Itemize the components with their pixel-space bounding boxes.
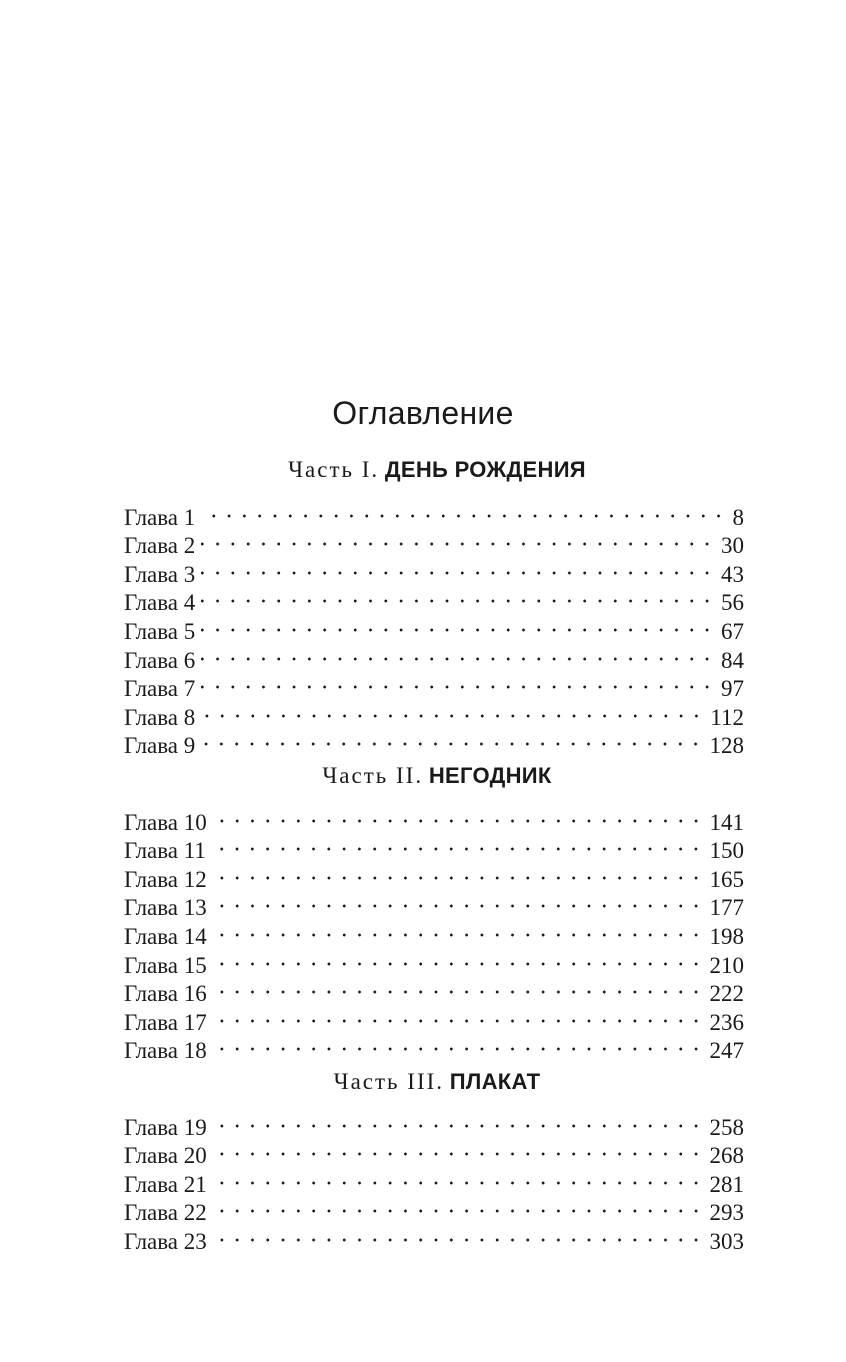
- chapter-list-part-3: [124, 1106, 744, 1254]
- chapter-label: Глава 23: [124, 1228, 207, 1254]
- toc-entry[interactable]: [124, 830, 744, 864]
- dot-leader: [201, 582, 715, 611]
- chapter-label: Глава 3: [124, 561, 196, 587]
- toc-entry[interactable]: [124, 1163, 744, 1197]
- toc-entry[interactable]: [124, 887, 744, 921]
- dot-leader: [213, 1106, 704, 1135]
- part-heading-2: [0, 763, 846, 789]
- dot-leader: [213, 1135, 704, 1164]
- dot-leader: [213, 1192, 704, 1221]
- page-number: 236: [709, 1009, 744, 1035]
- toc-entry[interactable]: [124, 1135, 744, 1169]
- page-title: Оглавление: [332, 395, 514, 432]
- toc-entry[interactable]: [124, 1030, 744, 1064]
- dot-leader: [213, 944, 704, 973]
- toc-entry[interactable]: [124, 496, 744, 530]
- toc-entry[interactable]: [124, 639, 744, 673]
- page-number: 97: [721, 676, 744, 702]
- dot-leader: [201, 725, 703, 754]
- chapter-label: Глава 17: [124, 1009, 207, 1035]
- toc-entry[interactable]: [124, 1192, 744, 1226]
- chapter-label: Глава 10: [124, 809, 207, 835]
- page-number: 247: [709, 1038, 744, 1064]
- chapter-label: Глава 14: [124, 923, 207, 949]
- page-number: 8: [732, 504, 744, 530]
- chapter-label: Глава 16: [124, 981, 207, 1007]
- toc-entry[interactable]: [124, 1220, 744, 1254]
- toc-entry[interactable]: [124, 553, 744, 587]
- page-number: 30: [721, 533, 744, 559]
- page-number: 128: [709, 733, 744, 759]
- toc-entry[interactable]: [124, 944, 744, 978]
- chapter-label: Глава 9: [124, 733, 196, 759]
- toc-entry[interactable]: [124, 1001, 744, 1035]
- page-number: 177: [709, 895, 744, 921]
- dot-leader: [213, 1163, 704, 1192]
- toc-entry[interactable]: [124, 858, 744, 892]
- page-number: 210: [709, 952, 744, 978]
- part-heading-3: [0, 1069, 846, 1095]
- toc-entry[interactable]: [124, 801, 744, 835]
- toc-entry[interactable]: [124, 725, 744, 759]
- toc-entry[interactable]: [124, 582, 744, 616]
- chapter-label: Глава 5: [124, 618, 196, 644]
- part-number: Часть III.: [333, 1069, 445, 1094]
- dot-leader: [213, 887, 704, 916]
- dot-leader: [213, 801, 704, 830]
- toc-entry[interactable]: [124, 525, 744, 559]
- chapter-label: Глава 4: [124, 590, 196, 616]
- part-number: Часть I.: [288, 457, 380, 482]
- dot-leader: [201, 525, 715, 554]
- dot-leader: [212, 830, 704, 859]
- chapter-label: Глава 8: [124, 704, 196, 730]
- toc-entry[interactable]: [124, 696, 744, 730]
- chapter-label: Глава 21: [124, 1171, 207, 1197]
- dot-leader: [201, 496, 726, 525]
- toc-entry[interactable]: [124, 973, 744, 1007]
- toc-entry[interactable]: [124, 668, 744, 702]
- dot-leader: [213, 858, 704, 887]
- dot-leader: [213, 973, 704, 1002]
- dot-leader: [201, 610, 715, 639]
- toc-entry[interactable]: [124, 915, 744, 949]
- part-name: ДЕНЬ РОЖДЕНИЯ: [384, 457, 586, 482]
- dot-leader: [201, 696, 704, 725]
- page-number: 56: [721, 590, 744, 616]
- page-number: 303: [709, 1228, 744, 1254]
- page-number: 84: [721, 647, 744, 673]
- page-number: 258: [709, 1114, 744, 1140]
- chapter-label: Глава 22: [124, 1200, 207, 1226]
- chapter-label: Глава 18: [124, 1038, 207, 1064]
- page-number: 112: [710, 704, 744, 730]
- page-number: 150: [709, 838, 744, 864]
- chapter-label: Глава 12: [124, 866, 207, 892]
- chapter-label: Глава 1: [124, 504, 196, 530]
- dot-leader: [213, 915, 704, 944]
- dot-leader: [213, 1030, 704, 1059]
- dot-leader: [201, 668, 715, 697]
- page-number: 165: [709, 866, 744, 892]
- part-name: ПЛАКАТ: [449, 1069, 541, 1094]
- chapter-list-part-1: [124, 496, 744, 759]
- chapter-label: Глава 13: [124, 895, 207, 921]
- chapter-list-part-2: [124, 801, 744, 1064]
- toc-entry[interactable]: [124, 1106, 744, 1140]
- chapter-label: Глава 19: [124, 1114, 207, 1140]
- dot-leader: [201, 639, 715, 668]
- page-number: 67: [721, 618, 744, 644]
- toc-entry[interactable]: [124, 610, 744, 644]
- page-number: 293: [709, 1200, 744, 1226]
- dot-leader: [213, 1001, 704, 1030]
- chapter-label: Глава 2: [124, 533, 196, 559]
- page-number: 43: [721, 561, 744, 587]
- part-name: НЕГОДНИК: [428, 763, 552, 788]
- page-number: 198: [709, 923, 744, 949]
- chapter-label: Глава 15: [124, 952, 207, 978]
- chapter-label: Глава 6: [124, 647, 196, 673]
- part-heading-1: [0, 457, 846, 483]
- chapter-label: Глава 11: [124, 838, 206, 864]
- page-number: 268: [709, 1143, 744, 1169]
- page-number: 141: [709, 809, 744, 835]
- chapter-label: Глава 20: [124, 1143, 207, 1169]
- part-number: Часть II.: [322, 763, 424, 788]
- page-number: 222: [709, 981, 744, 1007]
- dot-leader: [201, 553, 715, 582]
- dot-leader: [213, 1220, 704, 1249]
- chapter-label: Глава 7: [124, 676, 196, 702]
- page-number: 281: [709, 1171, 744, 1197]
